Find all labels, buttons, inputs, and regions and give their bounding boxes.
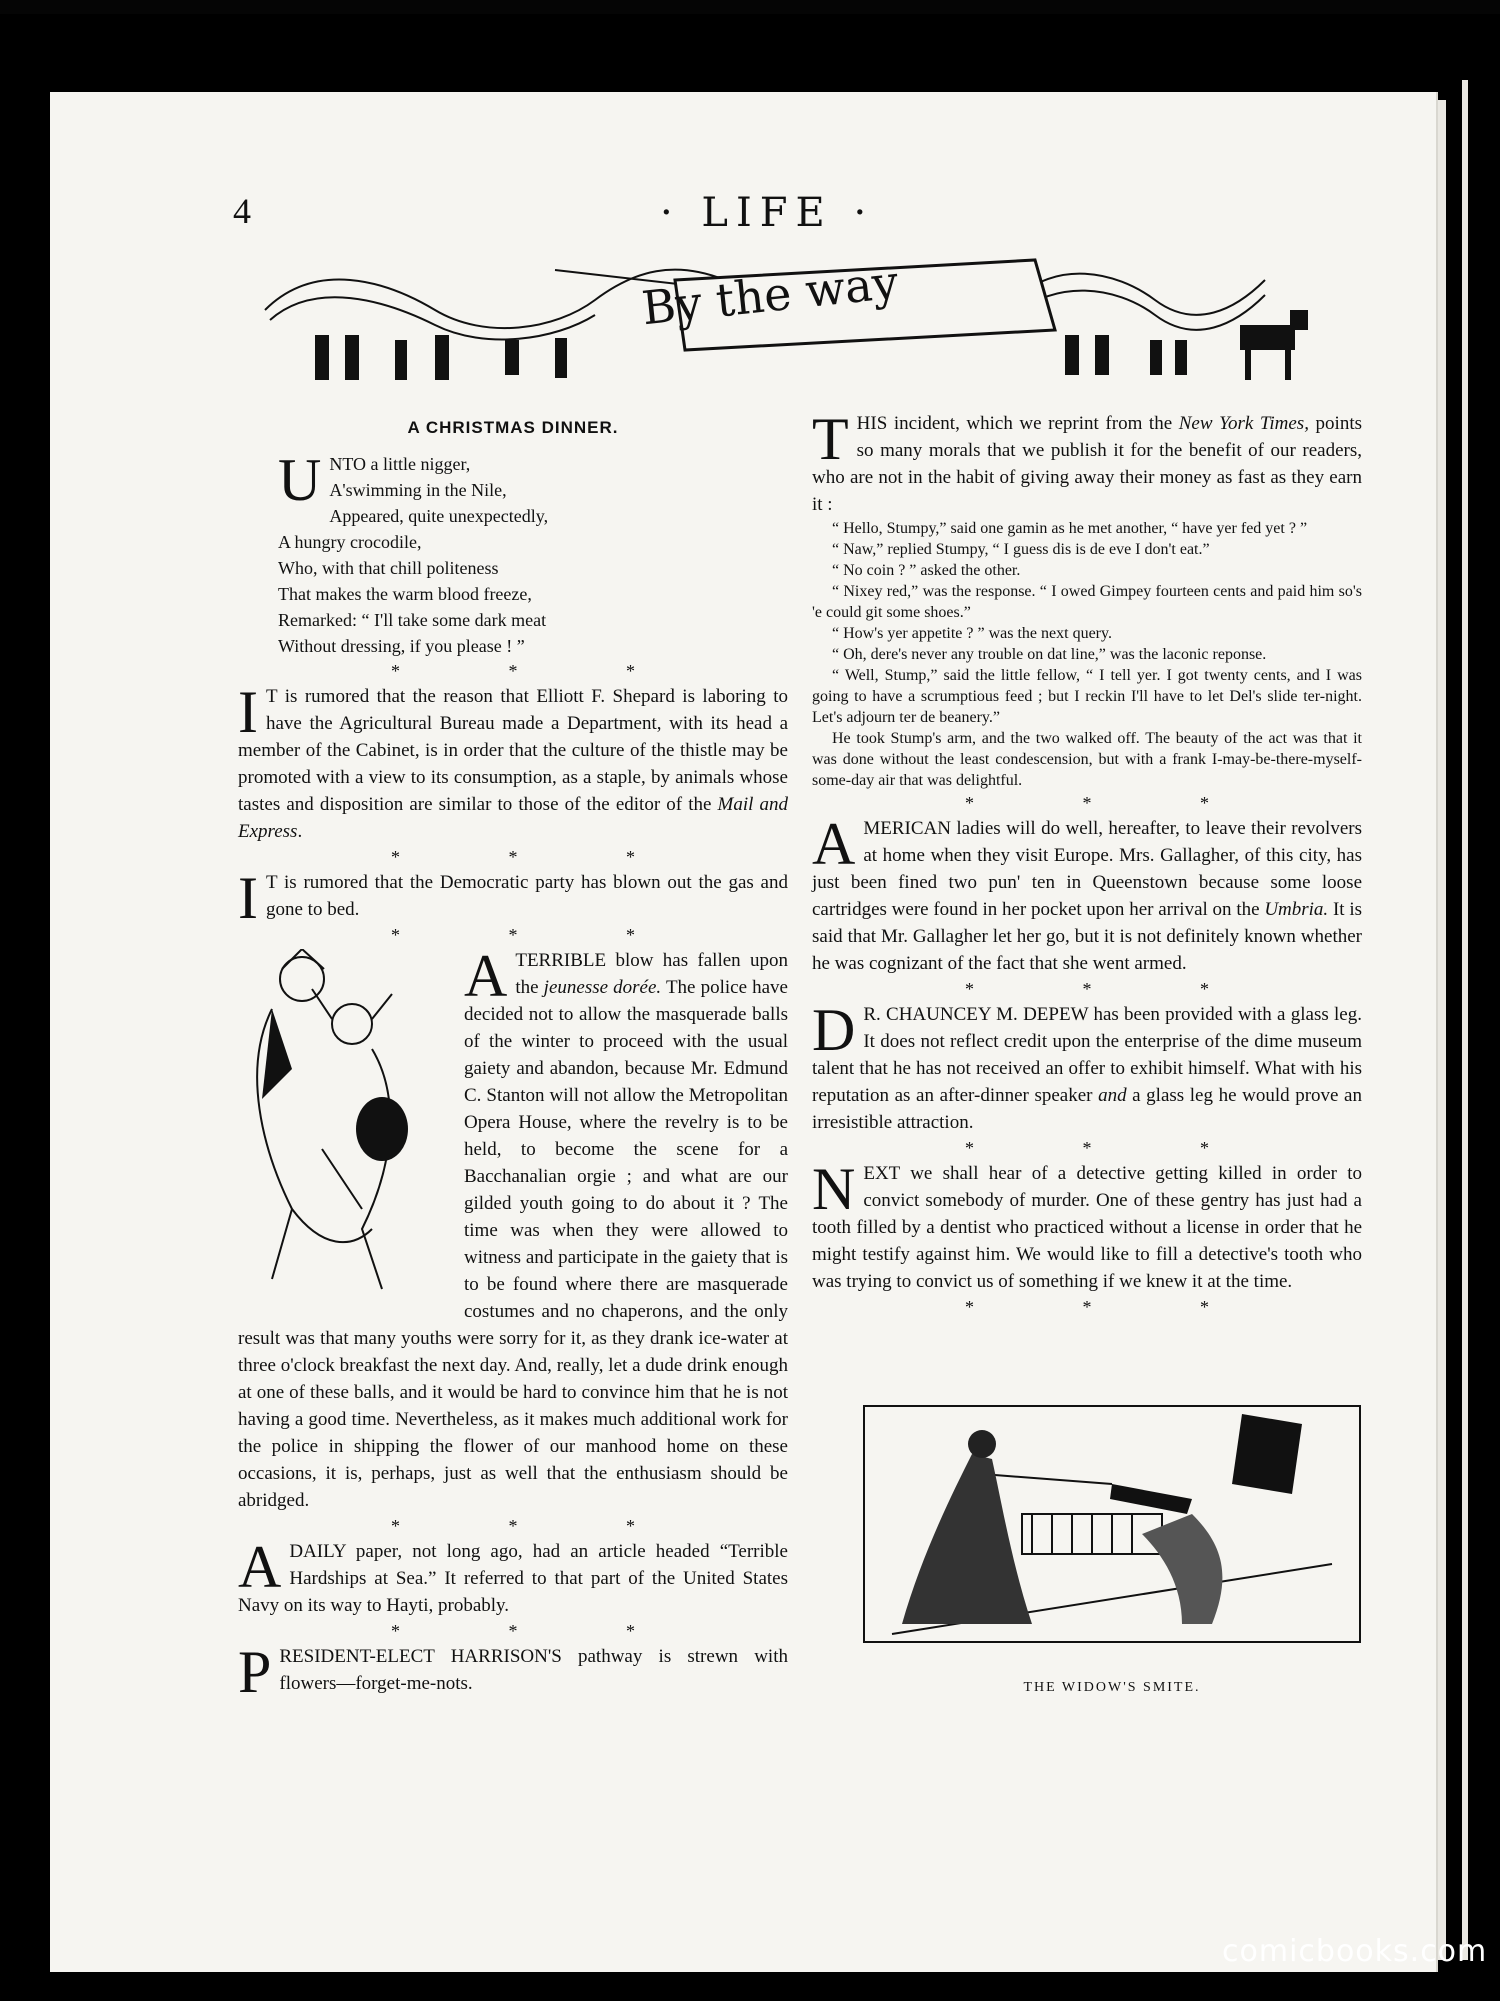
dropcap: P xyxy=(238,1639,272,1705)
poem-line: A'swimming in the Nile, xyxy=(329,480,507,500)
poem-line: Remarked: “ I'll take some dark meat xyxy=(278,610,547,630)
cartoon-caption: THE WIDOW'S SMITE. xyxy=(1023,1680,1201,1695)
paragraph-daily-paper xyxy=(238,1534,788,1619)
paragraph-text: The police have decided not to allow the masquerade balls of the winter to proceed with the usual gaiety and abandon, because Mr. Edmund C. Stanton will not allow the Metropolitan Opera House, where the revelry is to be held, to become the scene for a Bacchanalian orgie ; and what are our gilded youth going to do about it ? The time was when they were allowed to witness and participate in the gaiety that is to be found where there are masquerade costumes and no chaperons, and the only result was that many youths were sorry for it, as they drank ice-water at three o'clock breakfast the next day. And, really, let a dude drink enough at one of these balls, and it would be hard to convince him that he is not having a good time. Nevertheless, as it makes much additional work for the police in shipping the flower of our manhood home on these occasions, it is, perhaps, just as well that the enthusiasm should be abridged. xyxy=(238,977,788,1511)
paragraph-italic: and xyxy=(1098,1085,1127,1106)
paragraph-italic: jeunesse dorée. xyxy=(543,977,662,998)
separator: * * * xyxy=(391,847,687,867)
poem-line: A hungry crocodile, xyxy=(278,532,422,552)
poem-line: Appeared, quite unexpectedly, xyxy=(329,506,549,526)
dialogue-line: “ Oh, dere's never any trouble on dat line,” was the laconic reponse. xyxy=(832,646,1267,663)
poem-title: A CHRISTMAS DINNER. xyxy=(407,418,619,437)
dropcap: A xyxy=(464,943,508,1009)
paragraph-text: EXT we shall hear of a detective getting killed in order to convict somebody of murder. One of these gentry has just had a tooth filled by a dentist who practiced without a license in order that he might testify against him. We would like to fill a detective's tooth who was trying to convict us of something if we knew it at the time. xyxy=(812,1163,1362,1292)
paragraph-text: MERICAN ladies will do well, hereafter, to leave their revolvers at home when they visit Europe. Mrs. Gallagher, of this city, has just been fined two pun' ten in Queenstown because some loose cartridges were found in her pocket upon her arrival on the xyxy=(812,818,1362,920)
separator: * * * xyxy=(965,1138,1261,1158)
paragraph-text: a glass leg he would prove an irresistible attraction. xyxy=(812,1085,1362,1133)
widow-cartoon-illustration xyxy=(862,1404,1362,1644)
page-number: 4 xyxy=(233,191,251,231)
jester-illustration xyxy=(232,949,454,1299)
paragraph-harrison xyxy=(238,1639,788,1705)
separator: * * * xyxy=(965,979,1261,999)
dialogue-line: “ Hello, Stumpy,” said one gamin as he met another, “ have yer fed yet ? ” xyxy=(832,520,1308,537)
dropcap: N xyxy=(812,1156,856,1222)
dropcap: A xyxy=(812,811,856,877)
scan-border-top xyxy=(0,0,1500,14)
separator: * * * xyxy=(391,925,687,945)
paragraph-text: R. CHAUNCEY M. DEPEW has been provided with a glass leg. It does not reflect credit upon the enterprise of the dime museum talent that he has not received an offer to exhibit himself. What with his reputation as an after-dinner speaker xyxy=(812,1004,1362,1106)
paragraph-italic: Umbria. xyxy=(1264,899,1329,920)
dropcap: A xyxy=(238,1534,282,1600)
paragraph-shepard xyxy=(238,679,789,845)
separator: * * * xyxy=(965,793,1261,813)
poem-line: Without dressing, if you please ! ” xyxy=(278,636,525,656)
dropcap: D xyxy=(812,997,856,1063)
masthead-title: · LIFE · xyxy=(660,190,875,236)
paragraph-text: . xyxy=(297,821,303,842)
paragraph-democratic-party xyxy=(238,865,788,931)
paragraph-text: HIS incident, which we reprint from the xyxy=(856,413,1179,434)
dialogue-line: “ No coin ? ” asked the other. xyxy=(832,562,1021,579)
dialogue-line: He took Stump's arm, and the two walked off. The beauty of the act was that it was done without the least condescension, but with a frank I-may-be-there-myself-some-day air that was delightful. xyxy=(812,730,1362,789)
paragraph-masquerade xyxy=(238,943,788,1514)
paragraph-depew xyxy=(812,997,1362,1136)
paragraph-american-ladies xyxy=(812,811,1362,977)
poem-line: Who, with that chill politeness xyxy=(278,558,499,578)
dropcap: T xyxy=(812,406,849,472)
paragraph-text: RESIDENT-ELECT HARRISON'S pathway is strewn with flowers—forget-me-nots. xyxy=(279,1646,788,1694)
dropcap: I xyxy=(238,865,258,931)
paragraph-text: It is said that Mr. Gallagher let her go, but it is not definitely known whether he was cognizant of the fact that she went armed. xyxy=(812,899,1362,974)
scan-border-right xyxy=(1438,60,1500,2001)
separator: * * * xyxy=(965,1297,1261,1317)
stumpy-dialogue xyxy=(812,518,1362,791)
paragraph-italic: Mail and Express xyxy=(238,794,789,842)
paragraph-text: points so many morals that we publish it for the benefit of our readers, who are not in the habit of giving away their money as fast as they earn it : xyxy=(812,413,1363,515)
watermark: comicbooks.com xyxy=(1222,1934,1488,1969)
separator: * * * xyxy=(391,1621,687,1641)
poem-line: That makes the warm blood freeze, xyxy=(278,584,532,604)
paragraph-text: T is rumored that the Democratic party has blown out the gas and gone to bed. xyxy=(265,872,788,920)
paragraph-text: DAILY paper, not long ago, had an article headed “Terrible Hardships at Sea.” It referred to that part of the United States Navy on its way to Hayti, probably. xyxy=(238,1541,788,1616)
paragraph-text: T is rumored that the reason that Elliott F. Shepard is laboring to have the Agricultural Bureau made a Department, with its head a member of the Cabinet, is in order that the culture of the thistle may be promoted with a view to its consumption, as a staple, by animals whose tastes and disposition are similar to those of the editor of the xyxy=(238,686,788,815)
left-column xyxy=(238,410,789,1705)
dropcap: U xyxy=(278,447,322,513)
dialogue-line: “ Well, Stump,” said the little fellow, “ I tell yer. I got twenty cents, and I was going to have a scrumptious feed ; but I reckin I'll have to let Del's slide ter-night. Let's adjourn ter de beanery.” xyxy=(812,667,1362,726)
banner-title: By the way xyxy=(639,254,901,336)
paragraph-text: TERRIBLE blow has fallen upon the xyxy=(515,950,788,998)
poem xyxy=(278,447,788,659)
paragraph-italic: New York Times, xyxy=(1178,413,1309,434)
dropcap: I xyxy=(238,679,258,745)
separator: * * * xyxy=(391,1516,687,1536)
paragraph-stumpy-intro xyxy=(812,406,1363,518)
dialogue-line: “ Naw,” replied Stumpy, “ I guess dis is de eve I don't eat.” xyxy=(832,541,1210,558)
dialogue-line: “ How's yer appetite ? ” was the next query. xyxy=(832,625,1112,642)
poem-line: NTO a little nigger, xyxy=(329,454,471,474)
dialogue-line: “ Nixey red,” was the response. “ I owed Gimpey fourteen cents and paid him so's 'e could git some shoes.” xyxy=(812,583,1362,621)
separator: * * * xyxy=(391,661,687,681)
right-column xyxy=(812,406,1363,1319)
paragraph-detective xyxy=(812,1156,1362,1295)
